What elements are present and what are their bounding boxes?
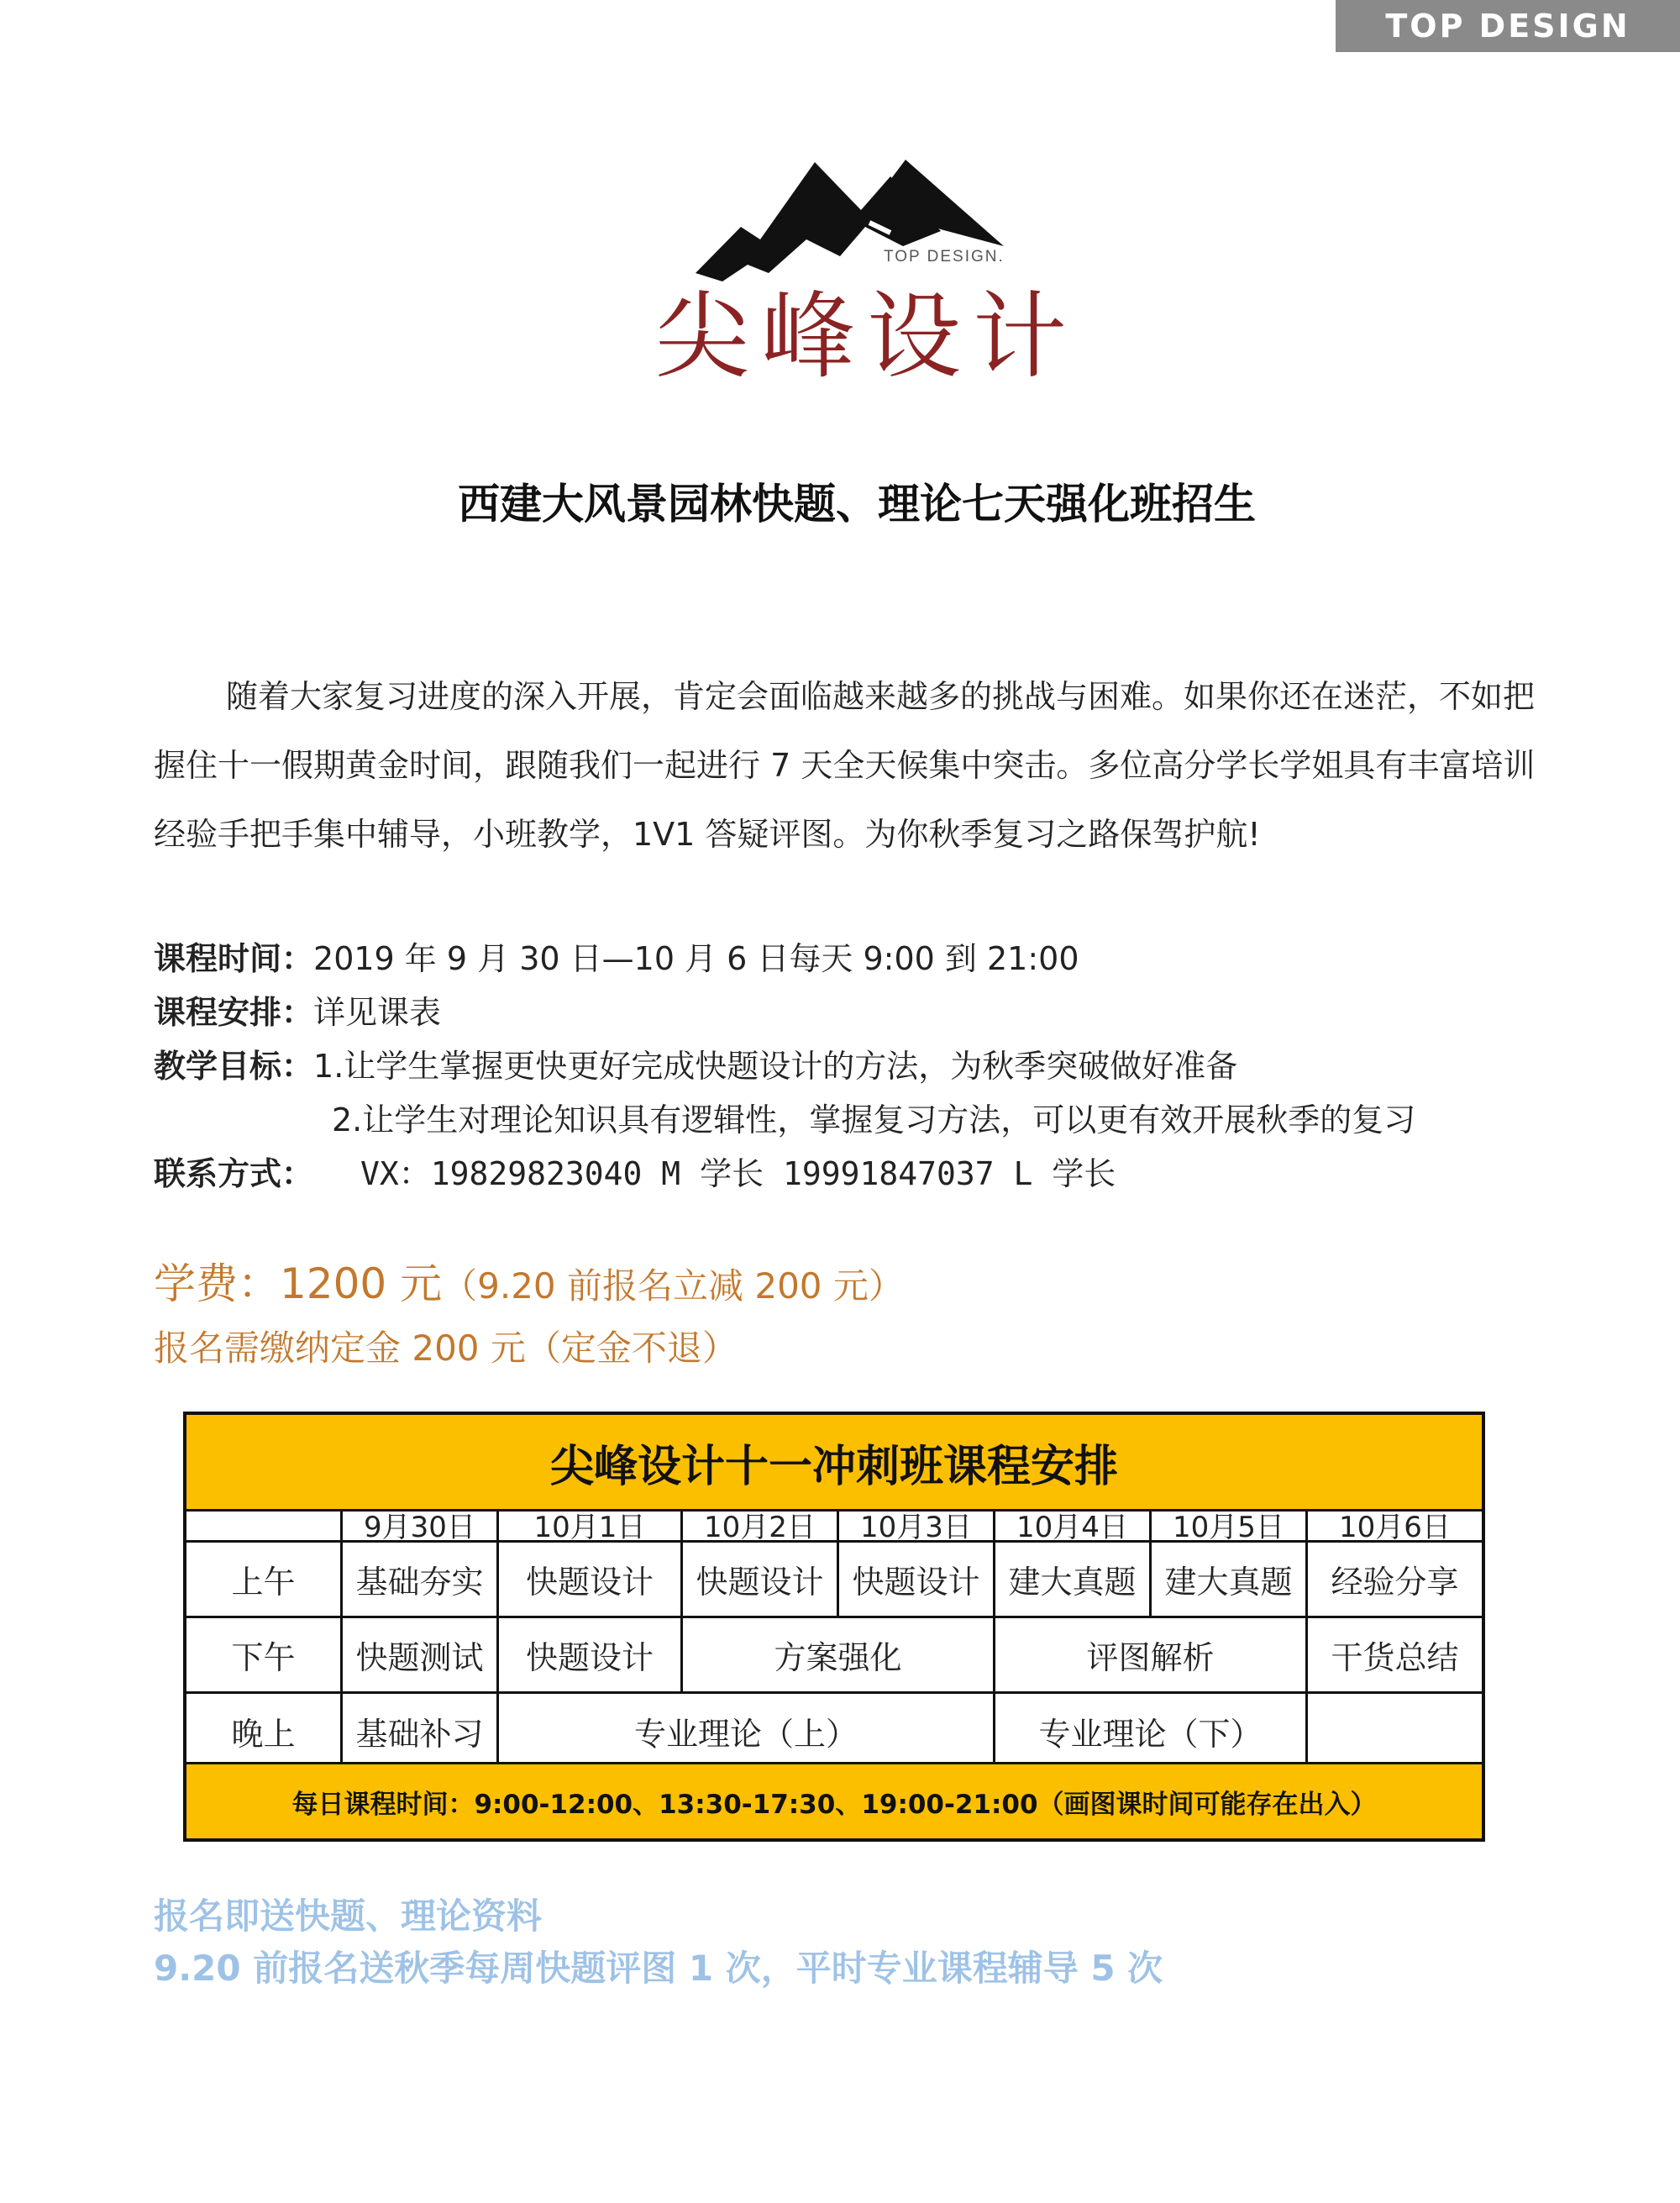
afternoon-cell: 快题测试 [343,1618,499,1694]
course-arrange-value: 详见课表 [313,994,442,1031]
day-header: 10月4日 [995,1509,1152,1543]
day-header: 9月30日 [343,1509,499,1543]
row-label-afternoon: 下午 [186,1618,343,1694]
intro-paragraph: 随着大家复习进度的深入开展，肯定会面临越来越多的挑战与困难。如果你还在迷茫，不如把握住十一假期黄金时间，跟随我们一起进行 7 天全天候集中突击。多位高分学长学姐具有丰富培训经验手把手集中辅导，小班教学，1V1 答疑评图。为你秋季复习之路保驾护航! [154,678,1536,853]
teaching-goal-label: 教学目标： [154,1048,314,1085]
morning-cell: 基础夯实 [343,1543,499,1618]
morning-cell: 快题设计 [499,1543,683,1618]
bonus-line-2: 9.20 前报名送秋季每周快题评图 1 次，平时专业课程辅导 5 次 [154,1948,1163,1989]
teaching-goal-1: 1.让学生掌握更快更好完成快题设计的方法，为秋季突破做好准备 [313,1048,1238,1085]
row-label-evening: 晚上 [186,1694,343,1768]
logo-subtitle: TOP DESIGN. [884,248,1005,266]
morning-cell: 快题设计 [839,1543,995,1618]
afternoon-cell: 干货总结 [1308,1618,1482,1694]
fee-line [154,1250,904,1311]
schedule-table [183,1412,1485,1842]
course-time-label: 课程时间： [154,940,314,977]
course-arrange-line [154,986,441,1033]
evening-cell: 专业理论（下） [995,1694,1308,1768]
contact-label: 联系方式： [154,1155,314,1192]
morning-cell: 建大真题 [1152,1543,1308,1618]
day-header: 10月3日 [839,1509,995,1543]
day-header: 10月5日 [1152,1509,1308,1543]
morning-cell: 经验分享 [1308,1543,1482,1618]
afternoon-cell: 方案强化 [683,1618,995,1694]
evening-cell: 基础补习 [343,1694,499,1768]
deposit-line: 报名需缴纳定金 200 元（定金不退） [154,1328,738,1369]
bonus-line-1: 报名即送快题、理论资料 [154,1895,543,1937]
day-header: 10月6日 [1308,1509,1482,1543]
fee-discount-note: （9.20 前报名立减 200 元） [442,1265,904,1307]
evening-cell: 专业理论（上） [499,1694,995,1768]
afternoon-cell: 评图解析 [995,1618,1308,1694]
course-time-value: 2019 年 9 月 30 日—10 月 6 日每天 9:00 到 21:00 [313,940,1079,977]
schedule-corner-cell [186,1509,343,1543]
corner-brand-tag: TOP DESIGN [1336,0,1680,52]
contact-value: VX：19829823040 M 学长 19991847037 L 学长 [360,1155,1116,1192]
teaching-goal-line [154,1040,1237,1086]
afternoon-cell: 快题设计 [499,1618,683,1694]
fee-main: 学费：1200 元 [154,1259,443,1308]
morning-cell: 建大真题 [995,1543,1152,1618]
brand-name: 尖峰设计 [655,282,1079,392]
day-header: 10月2日 [683,1509,839,1543]
schedule-footer: 每日课程时间：9:00-12:00、13:30-17:30、19:00-21:00（画图课时间可能存在出入） [186,1762,1482,1838]
course-arrange-label: 课程安排： [154,994,314,1031]
row-label-morning: 上午 [186,1543,343,1618]
teaching-goal-2: 2.让学生对理论知识具有逻辑性，掌握复习方法，可以更有效开展秋季的复习 [332,1102,1416,1138]
course-time-line [154,933,1079,979]
morning-cell: 快题设计 [683,1543,839,1618]
page-title: 西建大风景园林快题、理论七天强化班招生 [458,480,1256,528]
schedule-title: 尖峰设计十一冲刺班课程安排 [186,1415,1482,1512]
evening-cell [1308,1694,1482,1768]
day-header: 10月1日 [499,1509,683,1543]
contact-line [154,1148,1116,1194]
